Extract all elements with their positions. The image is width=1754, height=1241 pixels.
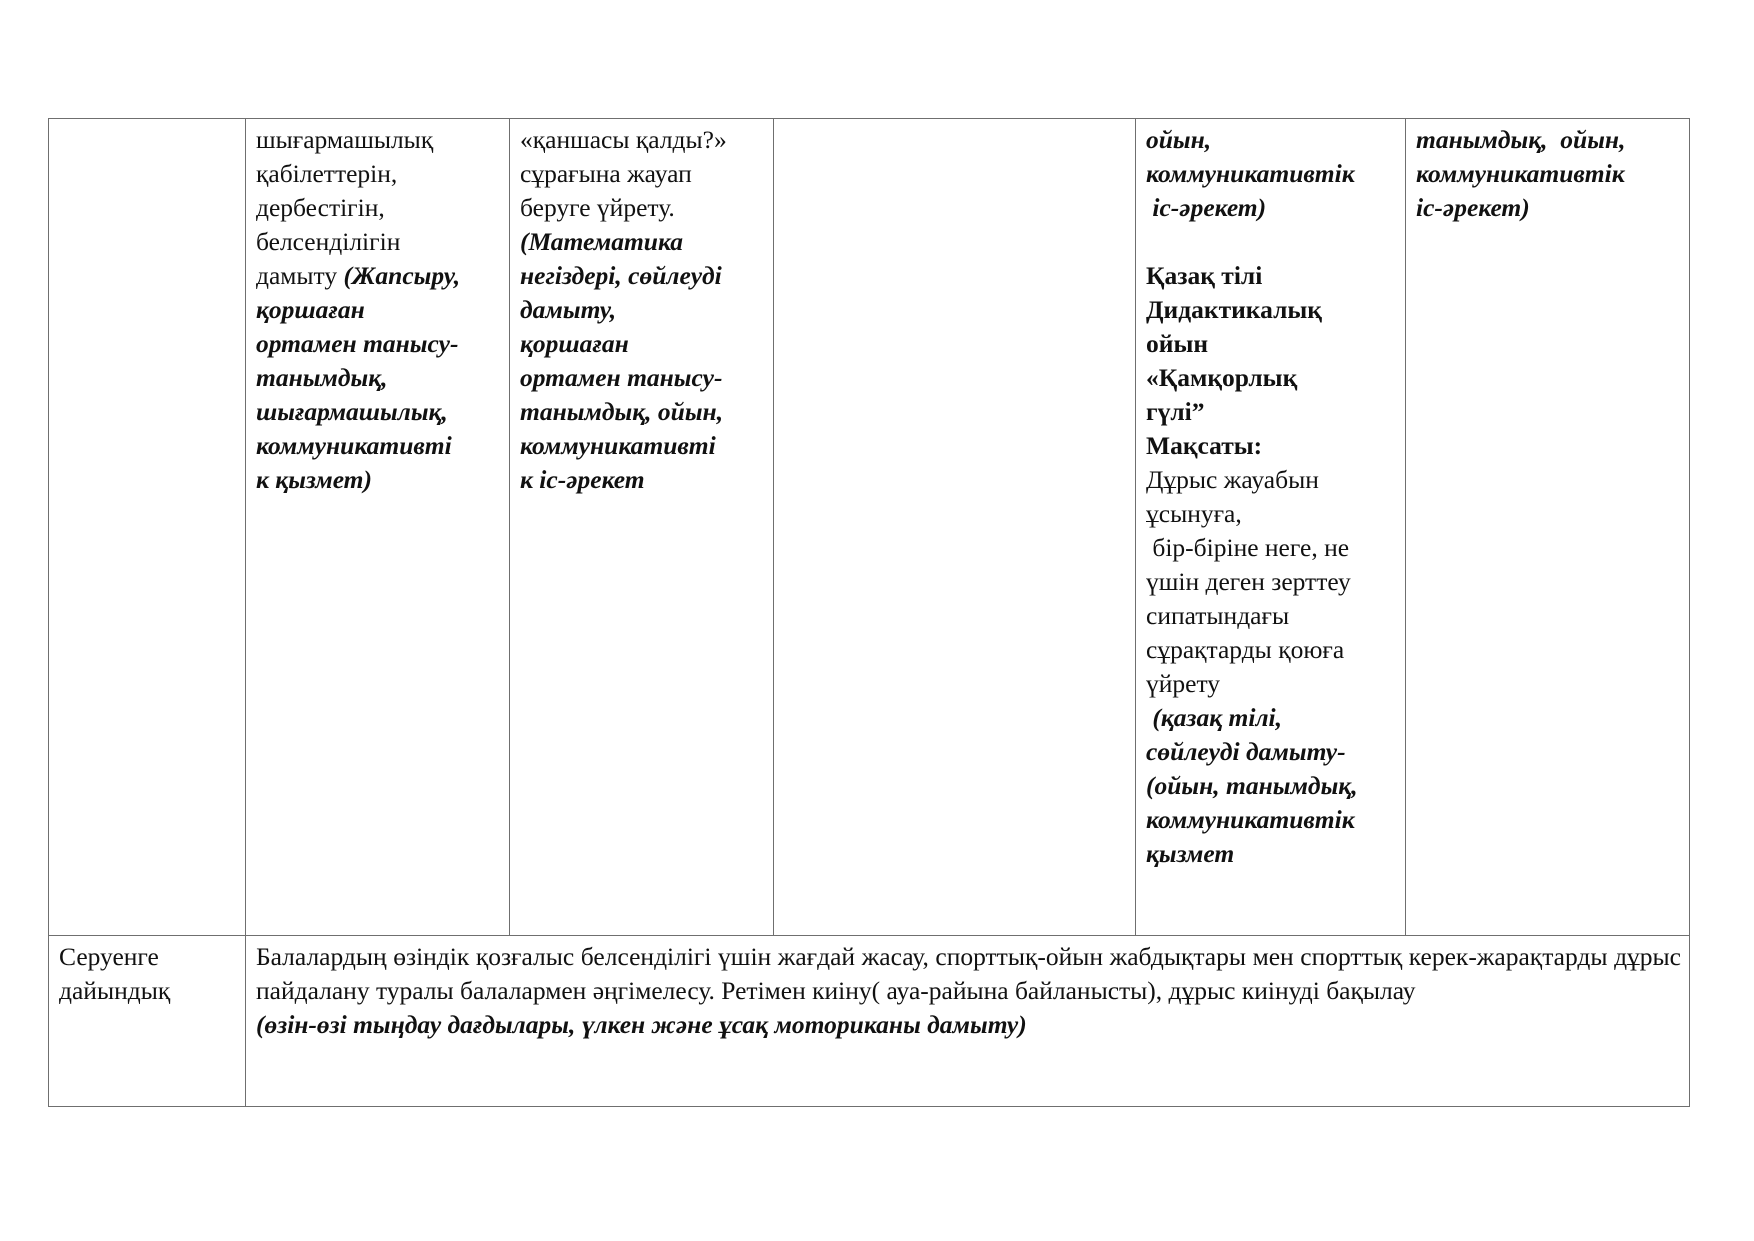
cell-line: танымдық, ойын, xyxy=(1416,125,1626,154)
cell-text: дамыту xyxy=(256,261,344,290)
cell-line: негіздері, сөйлеуді xyxy=(520,261,722,290)
cell-line: (ойын, танымдық, xyxy=(1146,771,1358,800)
table-cell-activity-2 xyxy=(246,119,510,936)
walk-preparation-note: (өзін-өзі тыңдау дағдылары, үлкен және ұсақ моториканы дамыту) xyxy=(256,1010,1027,1039)
cell-line: Дұрыс жауабын xyxy=(1146,465,1319,494)
cell-line: қабілеттерін, xyxy=(256,159,398,188)
cell-line: сөйлеуді дамыту- xyxy=(1146,737,1346,766)
cell-line: беруге үйрету. xyxy=(520,193,675,222)
cell-line: қызмет xyxy=(1146,839,1235,868)
cell-line: дамыту, xyxy=(520,295,617,324)
cell-line: ортамен танысу- xyxy=(256,329,459,358)
plan-table xyxy=(48,118,1690,1107)
cell-line: к қызмет) xyxy=(256,465,373,494)
cell-line: дербестігін, xyxy=(256,193,385,222)
walk-preparation-text: Балалардың өзіндік қозғалыс белсенділігі үшін жағдай жасау, спорттық-ойын жабдықтары мен спорттық керек-жарақтарды дұрыс пайдалану туралы балалармен әңгімелесу. Ретімен киіну( ауа-райына байланысты), дұрыс киінуді бақылау xyxy=(256,942,1681,1005)
walk-preparation-cell xyxy=(246,936,1690,1107)
table-row xyxy=(49,119,1690,936)
cell-line: шығармашылық xyxy=(256,125,434,154)
goal-label: Мақсаты: xyxy=(1146,431,1263,460)
cell-line: қоршаған xyxy=(520,329,629,358)
cell-line: ойын, xyxy=(1146,125,1212,154)
cell-line: іс-әрекет) xyxy=(1146,193,1267,222)
cell-line: (қазақ тілі, xyxy=(1146,703,1283,732)
cell-line: коммуникативті xyxy=(256,431,452,460)
cell-line-mixed xyxy=(256,259,501,293)
cell-line: ортамен танысу- xyxy=(520,363,723,392)
cell-line: сұрақтарды қоюға xyxy=(1146,635,1345,664)
subject-heading: Қазақ тілі xyxy=(1146,261,1263,290)
table-row xyxy=(49,936,1690,1107)
cell-line: үшін деген зерттеу xyxy=(1146,567,1351,596)
cell-line: ұсынуға, xyxy=(1146,499,1242,528)
game-title: «Қамқорлық xyxy=(1146,363,1298,392)
table-cell-activity-6 xyxy=(1406,119,1690,936)
game-title: гүлі” xyxy=(1146,397,1205,426)
cell-line: бір-біріне неге, не xyxy=(1146,533,1350,562)
cell-line: танымдық, xyxy=(256,363,388,392)
cell-line: сипатындағы xyxy=(1146,601,1290,630)
cell-line: іс-әрекет) xyxy=(1416,193,1530,222)
cell-line: танымдық, ойын, xyxy=(520,397,724,426)
game-type: Дидактикалық xyxy=(1146,295,1322,324)
table-cell-activity-5 xyxy=(1136,119,1406,936)
blank-line xyxy=(1146,225,1397,259)
table-cell-activity-3 xyxy=(510,119,774,936)
cell-text-bold-italic: (Жапсыру, xyxy=(343,261,461,290)
cell-line: (Математика xyxy=(520,227,684,256)
cell-line: белсенділігін xyxy=(256,227,401,256)
row-label-cell xyxy=(49,936,246,1107)
cell-line: үйрету xyxy=(1146,669,1221,698)
cell-line: коммуникативті xyxy=(520,431,716,460)
cell-line: коммуникативтік xyxy=(1146,805,1355,834)
cell-line: коммуникативтік xyxy=(1416,159,1625,188)
cell-line: сұрағына жауап xyxy=(520,159,692,188)
cell-line: қоршаған xyxy=(256,295,365,324)
game-type: ойын xyxy=(1146,329,1209,358)
cell-line: шығармашылық, xyxy=(256,397,448,426)
cell-line: к іс-әрекет xyxy=(520,465,645,494)
table-cell-empty-label xyxy=(49,119,246,936)
table-cell-activity-4-empty xyxy=(774,119,1136,936)
row-label: дайындық xyxy=(59,976,171,1005)
cell-line: коммуникативтік xyxy=(1146,159,1355,188)
cell-line: «қаншасы қалды?» xyxy=(520,125,727,154)
row-label: Серуенге xyxy=(59,942,159,971)
